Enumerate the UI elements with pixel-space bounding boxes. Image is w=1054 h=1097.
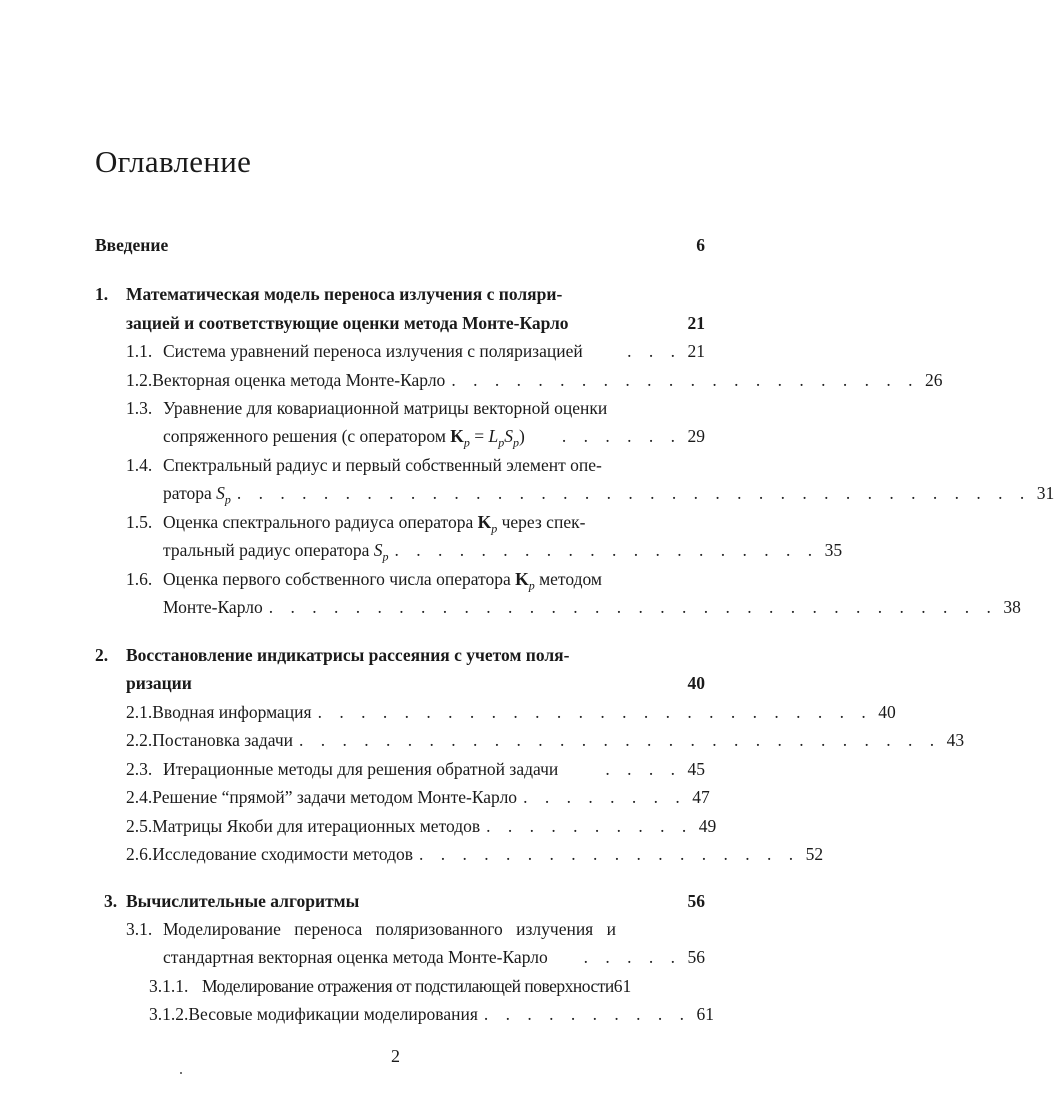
dot-leader: . . . . <box>605 759 682 779</box>
scan-speck <box>180 1072 182 1074</box>
section-title: Спектральный радиус и первый собственный элемент опе- <box>163 455 602 475</box>
toc-section-1-5-cont[interactable] <box>163 540 843 564</box>
section-number: 3.1. <box>126 919 153 939</box>
section-number: 2.4. <box>126 787 153 807</box>
subsection-title: Моделирование отражения от подстилающей поверхности <box>202 976 614 996</box>
toc-section-2-5[interactable] <box>126 816 717 840</box>
section-number: 2.1. <box>126 702 153 722</box>
toc-section-2-6[interactable] <box>126 844 824 868</box>
dot-leader: . . . . . . . . . . . . . . . . . . . . . . . . . . <box>317 702 873 722</box>
chapter-title-line: Восстановление индикатрисы рассеяния с учетом поля- <box>126 645 570 665</box>
toc-section-1-3[interactable] <box>126 398 705 422</box>
dot-leader: . . . . . . . . . . . . . . . . . . . . <box>394 540 819 560</box>
toc-page-number: 45 <box>687 759 705 779</box>
section-number: 2.5. <box>126 816 153 836</box>
math-K: K <box>450 426 464 446</box>
subsection-title: Весовые модификации моделирования <box>188 1004 478 1024</box>
dot-leader: . . . . . . . . . . . . . . . . . . . . . . . . . . . . . . <box>299 730 941 750</box>
subsection-number: 3.1.2. <box>149 1004 189 1024</box>
dot-leader: . . . . . . . . . . . . . . . . . . . . . . <box>451 370 919 390</box>
section-title: Итерационные методы для решения обратной задачи <box>163 759 559 779</box>
toc-section-1-6-cont[interactable] <box>163 597 1021 621</box>
section-number: 1.3. <box>126 398 153 418</box>
toc-page-number: 61 <box>613 976 632 996</box>
subsection-number: 3.1.1. <box>149 976 189 996</box>
toc-page-number: 61 <box>696 1004 714 1024</box>
toc-page-number: 26 <box>924 370 943 390</box>
toc-section-2-2[interactable] <box>126 730 965 754</box>
section-title: Постановка задачи <box>152 730 294 750</box>
toc-section-3-1-cont[interactable] <box>163 947 705 971</box>
toc-section-3-1[interactable] <box>126 919 705 943</box>
section-number: 1.2. <box>126 370 153 390</box>
section-title: Вводная информация <box>152 702 312 722</box>
toc-page-number: 38 <box>1003 597 1021 617</box>
toc-page-number: 40 <box>687 673 705 693</box>
toc-entry-intro[interactable] <box>95 235 705 259</box>
dot-leader: . . . . . . . . . . . . . . . . . . . . . . . . . . . . . . . . . . <box>268 597 998 617</box>
toc-subsection-3-1-1[interactable] <box>149 976 705 1000</box>
section-number: 1.6. <box>126 569 153 589</box>
toc-section-1-4-cont[interactable] <box>163 483 1054 507</box>
section-title-cont: стандартная векторная оценка метода Монте-Карло <box>163 947 548 967</box>
toc-page-number: 52 <box>805 844 824 864</box>
section-title-cont: ратора $S_p$ <box>163 483 231 507</box>
toc-page-number: 56 <box>687 891 705 911</box>
section-number: 2.3. <box>126 759 153 779</box>
page-title: Оглавление <box>95 144 252 179</box>
section-title-cont: сопряженного решения (с оператором $K_p = L_pS_p$) <box>163 426 525 450</box>
toc-page-number: 21 <box>687 313 705 333</box>
toc-section-1-1[interactable] <box>126 341 705 365</box>
section-number: 2.6. <box>126 844 153 864</box>
toc-entry-label: Введение <box>95 235 169 255</box>
chapter-title-line: Вычислительные алгоритмы <box>126 891 360 911</box>
toc-page-number: 29 <box>687 426 705 446</box>
toc-page-number: 35 <box>824 540 843 560</box>
section-number: 1.4. <box>126 455 153 475</box>
section-title-cont: тральный радиус оператора $S_p$ <box>163 540 389 564</box>
chapter-number: 3. <box>104 891 118 911</box>
toc-section-1-6[interactable] <box>126 569 705 593</box>
chapter-title-line: ризации <box>126 673 192 693</box>
section-title: Уравнение для ковариационной матрицы векторной оценки <box>163 398 608 418</box>
dot-leader: . . . . . . . . . . . . . . . . . . <box>419 844 800 864</box>
toc-chapter-1[interactable] <box>95 284 705 308</box>
dot-leader: . . . . . . . . . . <box>483 1004 691 1024</box>
toc-subsection-3-1-2[interactable] <box>149 1004 714 1028</box>
section-title: Система уравнений переноса излучения с поляризацией <box>163 341 583 361</box>
toc-section-2-1[interactable] <box>126 702 896 726</box>
toc-chapter-2[interactable] <box>95 645 705 669</box>
section-title: Векторная оценка метода Монте-Карло <box>152 370 446 390</box>
section-title-1-5: Оценка спектрального радиуса оператора $K_p$ через спек- <box>163 512 586 536</box>
toc-page-number: 40 <box>878 702 896 722</box>
dot-leader: . . . . . . <box>561 426 682 446</box>
toc-page-number: 56 <box>687 947 705 967</box>
toc-section-1-5[interactable] <box>126 512 705 536</box>
chapter-title-line: Математическая модель переноса излучения с поляри- <box>126 284 563 304</box>
section-number: 1.1. <box>126 341 153 361</box>
chapter-number: 1. <box>95 284 109 304</box>
section-title: Решение “прямой” задачи методом Монте-Карло <box>152 787 518 807</box>
dot-leader: . . . <box>627 341 682 361</box>
toc-page-number: 6 <box>696 235 705 255</box>
dot-leader: . . . . . . . . . . . . . . . . . . . . . . . . . . . . . . . . . . . . . <box>236 483 1031 503</box>
toc-chapter-1-cont[interactable] <box>126 313 705 337</box>
toc-page-number: 43 <box>946 730 965 750</box>
section-number: 2.2. <box>126 730 153 750</box>
section-title: Матрицы Якоби для итерационных методов <box>152 816 481 836</box>
toc-page-number: 49 <box>698 816 717 836</box>
toc-section-1-3-cont[interactable] <box>163 426 705 450</box>
page-number-footer: 2 <box>391 1046 400 1066</box>
toc-page-number: 31 <box>1036 483 1054 503</box>
toc-chapter-3[interactable] <box>95 891 705 915</box>
section-title: Моделирование переноса поляризованного излучения и <box>163 919 616 939</box>
section-number: 1.5. <box>126 512 153 532</box>
section-title-cont: Монте-Карло <box>163 597 263 617</box>
dot-leader: . . . . . . . . <box>523 787 687 807</box>
toc-section-2-4[interactable] <box>126 787 710 811</box>
toc-chapter-2-cont[interactable] <box>126 673 705 697</box>
toc-section-1-2[interactable] <box>126 370 943 394</box>
section-title-1-6: Оценка первого собственного числа оператора $K_p$ методом <box>163 569 602 593</box>
dot-leader: . . . . . . . . . . <box>486 816 693 836</box>
dot-leader: . . . . . <box>583 947 682 967</box>
toc-section-1-4[interactable] <box>126 455 705 479</box>
toc-page-number: 21 <box>687 341 705 361</box>
toc-section-2-3[interactable] <box>126 759 705 783</box>
toc-page-number: 47 <box>692 787 710 807</box>
chapter-title-line: зацией и соответствующие оценки метода Монте-Карло <box>126 313 569 333</box>
chapter-number: 2. <box>95 645 109 665</box>
section-title: Исследование сходимости методов <box>152 844 413 864</box>
